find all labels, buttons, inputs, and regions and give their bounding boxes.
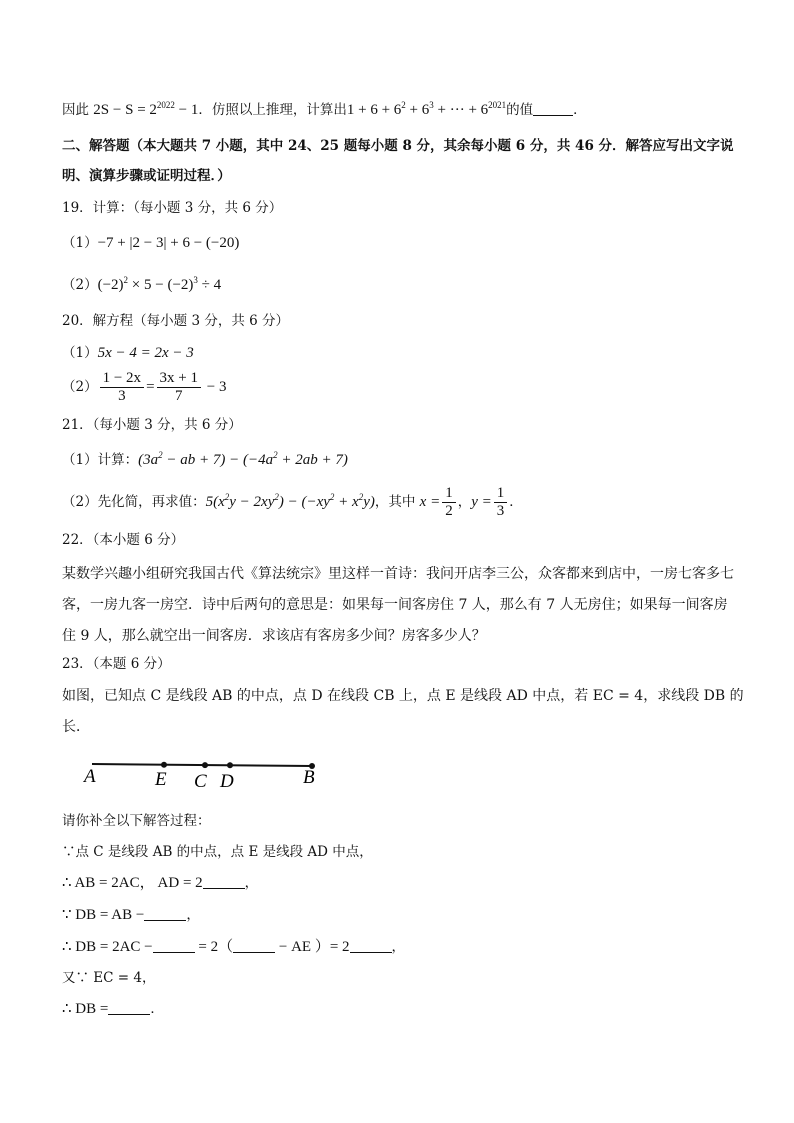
q20-part2 xyxy=(62,368,226,406)
q20-header: 20．解方程（每小题 3 分，共 6 分） xyxy=(62,313,290,329)
q21-p1-a: (3a xyxy=(138,452,159,468)
q21-p2-exp2: 2 xyxy=(274,492,279,502)
q23-step3 xyxy=(62,905,200,925)
q19-p1-expr: −7 + |2 − 3| + 6 − (−20) xyxy=(97,235,240,251)
q22-header: 22．（本小题 6 分） xyxy=(62,532,185,548)
q21-p2-exp4: 2 xyxy=(358,492,364,502)
q23-body-line2: 长． xyxy=(62,719,90,735)
prev-eq-left: 2S − S = 2 xyxy=(93,102,157,118)
q20-p2-eq: = xyxy=(146,379,155,395)
blank-2[interactable] xyxy=(144,906,186,921)
q21-p1-exp2: 2 xyxy=(273,450,278,460)
section-header-line2: 明、演算步骤或证明过程．） xyxy=(62,168,231,184)
label-e: E xyxy=(155,769,167,790)
prev-suffix: 的值 xyxy=(506,102,534,118)
q23-step3-b: ， xyxy=(186,907,200,923)
q21-p2-end: ． xyxy=(509,494,523,510)
q20-p2-num1: 1 − 2x xyxy=(100,370,144,388)
q19-part2 xyxy=(62,275,221,295)
q19-p1-label: （1） xyxy=(62,235,98,251)
blank-1[interactable] xyxy=(203,874,245,889)
point-e-dot xyxy=(161,762,167,768)
q21-p2-xfrac xyxy=(442,485,456,520)
prev-end: ． xyxy=(573,102,587,118)
prev-sum-exp2: 2 xyxy=(401,100,406,110)
q21-p1-expr xyxy=(138,452,348,468)
answer-blank[interactable] xyxy=(533,101,573,116)
prev-equation xyxy=(93,102,198,118)
q19-p2-c: ÷ 4 xyxy=(197,277,222,293)
q19-p2-expr xyxy=(98,277,222,293)
q21-p2-xnum: 1 xyxy=(442,485,456,503)
blank-6[interactable] xyxy=(108,1000,150,1015)
q23-step4-c: − AE ）= 2 xyxy=(275,939,350,955)
q23-step6-b: ． xyxy=(150,1001,164,1017)
q23-step3-a: ∵ DB = AB − xyxy=(62,907,145,923)
q23-step4-b: = 2（ xyxy=(194,939,234,955)
segment-line xyxy=(92,764,312,766)
q21-p2-e: y) xyxy=(363,494,375,510)
q21-p2-sep: ， xyxy=(457,494,472,510)
q20-p2-frac2 xyxy=(157,370,201,405)
q23-step2-a: ∴ AB = 2AC， AD = 2 xyxy=(62,875,203,891)
prev-eq-exp: 2022 xyxy=(156,100,175,110)
prev-sum-a: 1 + 6 + 6 xyxy=(346,102,402,118)
q21-p2-d: + x xyxy=(334,494,359,510)
prev-prefix: 因此 xyxy=(62,102,94,118)
q21-p2-expr xyxy=(206,494,375,510)
q21-p1-b: − ab + 7) − (−4a xyxy=(162,452,274,468)
prev-sum-b: + 6 xyxy=(405,102,430,118)
q21-p2-c: ) − (−xy xyxy=(278,494,330,510)
q20-p2-den2: 7 xyxy=(175,388,183,404)
q23-header: 23．（本题 6 分） xyxy=(62,656,171,672)
q19-p2-exp2: 3 xyxy=(193,275,198,285)
q20-p1-expr: 5x − 4 = 2x − 3 xyxy=(97,345,194,361)
q21-part1 xyxy=(62,450,348,470)
q20-p2-num2: 3x + 1 xyxy=(157,370,201,388)
label-c: C xyxy=(194,771,207,792)
q23-step2-b: ， xyxy=(244,875,259,891)
label-b: B xyxy=(303,767,315,788)
point-d-dot xyxy=(227,762,233,768)
q23-step4 xyxy=(62,937,405,957)
section-header-line1: 二、解答题（本大题共 7 小题，其中 24、25 题每小题 8 分，其余每小题 6 分，共 46 分．解答应写出文字说 xyxy=(62,138,734,154)
q21-p2-xden: 2 xyxy=(445,503,453,519)
q20-p1-label: （1） xyxy=(62,345,98,361)
q21-header: 21．（每小题 3 分，共 6 分） xyxy=(62,417,242,433)
q21-p2-b: y − 2xy xyxy=(229,494,275,510)
q21-p1-label: （1）计算： xyxy=(62,452,139,468)
q21-part2 xyxy=(62,483,523,521)
blank-5[interactable] xyxy=(350,938,392,953)
q21-p2-y: y = xyxy=(471,494,492,510)
q21-p2-where: ，其中 xyxy=(374,494,420,510)
q23-step5: 又∵ EC = 4， xyxy=(62,970,156,986)
blank-4[interactable] xyxy=(233,938,275,953)
q19-p2-exp1: 2 xyxy=(123,275,129,285)
q23-step6-a: ∴ DB = xyxy=(62,1001,109,1017)
prev-sum-expn: 2021 xyxy=(488,100,507,110)
q23-solution-intro: 请你补全以下解答过程： xyxy=(62,813,211,829)
prev-sum-c: + ··· + 6 xyxy=(433,102,489,118)
q21-p2-yfrac xyxy=(494,485,508,520)
q21-p2-x: x = xyxy=(419,494,441,510)
q19-p2-a: (−2) xyxy=(97,277,124,293)
prev-sum xyxy=(347,102,506,118)
point-c-dot xyxy=(202,762,208,768)
blank-3[interactable] xyxy=(153,938,195,953)
q19-header: 19．计算：（每小题 3 分，共 6 分） xyxy=(62,200,283,216)
q21-p2-exp3: 2 xyxy=(329,492,335,502)
q23-step6 xyxy=(62,999,164,1019)
q21-p2-label: （2）先化简，再求值： xyxy=(62,494,206,510)
q20-part1 xyxy=(62,343,194,363)
q23-step4-a: ∴ DB = 2AC − xyxy=(62,939,153,955)
q21-p2-a: 5(x xyxy=(205,494,225,510)
prev-middle: ．仿照以上推理，计算出 xyxy=(198,102,347,118)
q20-p2-den1: 3 xyxy=(118,388,126,404)
q23-body-line1: 如图，已知点 C 是线段 AB 的中点，点 D 在线段 CB 上，点 E 是线段 AD 中点，若 EC = 4，求线段 DB 的 xyxy=(62,688,744,704)
segment-diagram xyxy=(80,752,340,798)
q21-p1-exp1: 2 xyxy=(158,450,163,460)
q22-body: 某数学兴趣小组研究我国古代《算法统宗》里这样一首诗：我问开店李三公，众客都来到店中，一房七客多七客，一房九客一房空．诗中后两句的意思是：如果每一间客房住 7 人，那么有 7 人无房住；如果每一间客房住 9 人，那么就空出一间客房．求该店有客房多少间？房客多少人？ xyxy=(62,566,734,644)
q19-p2-label: （2） xyxy=(62,277,98,293)
prev-sum-exp3: 3 xyxy=(429,100,434,110)
q20-p2-label: （2） xyxy=(62,379,98,395)
q19-part1 xyxy=(62,233,239,253)
q21-p2-exp1: 2 xyxy=(224,492,230,502)
q21-p2-yden: 3 xyxy=(496,503,505,519)
q23-step1: ∵点 C 是线段 AB 的中点，点 E 是线段 AD 中点， xyxy=(62,844,373,860)
q20-p2-tail: − 3 xyxy=(203,379,227,395)
prev-eq-right: − 1 xyxy=(174,102,199,118)
q23-step4-d: ， xyxy=(391,939,406,955)
q21-p2-ynum: 1 xyxy=(494,485,508,503)
prev-problem-line xyxy=(62,100,587,120)
label-a: A xyxy=(84,766,96,787)
q21-p1-c: + 2ab + 7) xyxy=(277,452,348,468)
q20-p2-frac1 xyxy=(100,370,144,405)
q19-p2-b: × 5 − (−2) xyxy=(128,277,194,293)
q23-step2 xyxy=(62,873,258,893)
label-d: D xyxy=(220,771,234,792)
